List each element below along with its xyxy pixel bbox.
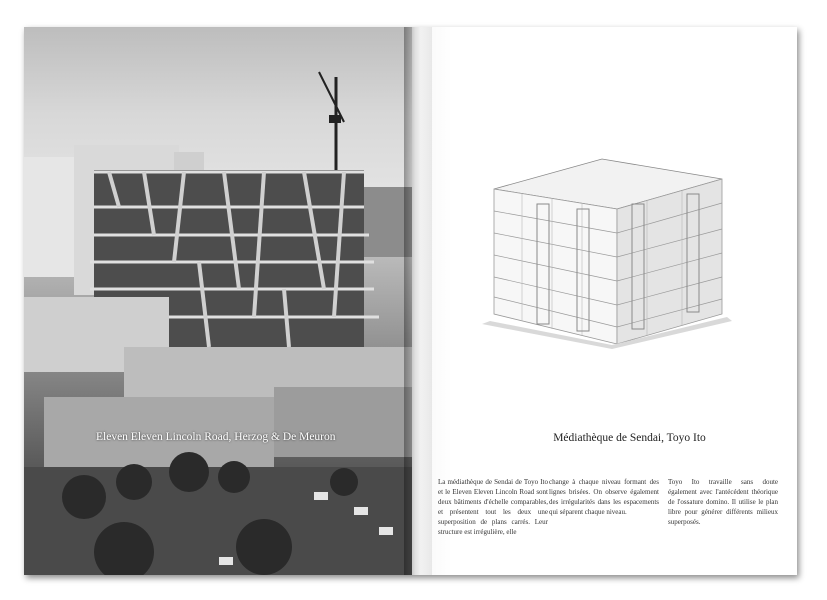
page-title: Médiathèque de Sendai, Toyo Ito bbox=[553, 432, 706, 444]
magazine-spread bbox=[24, 27, 797, 575]
mediatheque-rendering bbox=[482, 149, 732, 349]
body-text-column-3: Toyo Ito travaille sans doute également avec l'antécédent théorique de l'ossature domino. Il utilise le plan libre pour générer différents milieux superposés. bbox=[668, 478, 778, 526]
photo-caption: Eleven Eleven Lincoln Road, Herzog & De Meuron bbox=[96, 431, 336, 443]
body-text-column-2: change à chaque niveau formant des lignes brisées. On observe également des irrégularités dans les espacements qui séparent chaque niveau. bbox=[549, 478, 659, 516]
left-page-photo bbox=[24, 27, 412, 575]
body-text-column-1: La médiathèque de Sendai de Toyo Ito et le Eleven Eleven Lincoln Road sont deux bâtiments d'échelle comparables, et présentent tout les deux une superposition de plans carrés. Leur structure est irrégulière, elle bbox=[438, 478, 548, 536]
building-photo bbox=[24, 27, 412, 575]
right-page bbox=[412, 27, 797, 575]
